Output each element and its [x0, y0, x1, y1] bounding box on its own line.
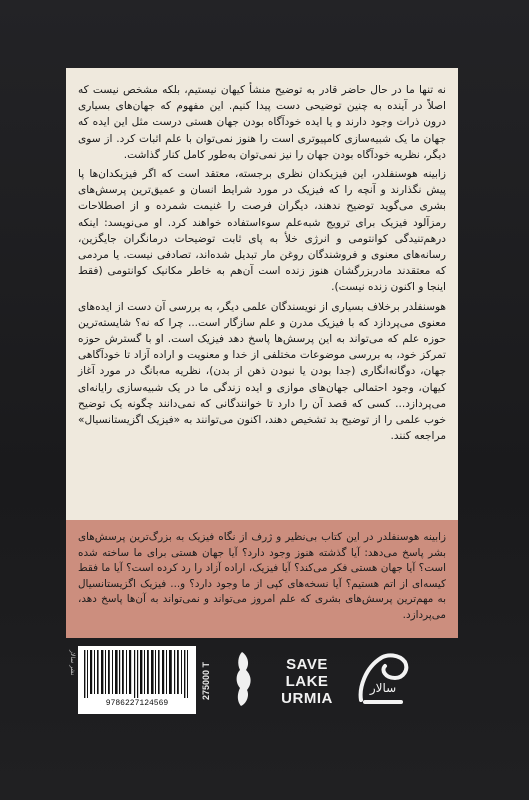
- blurb-text: زابینه هوسنفلدر در این کتاب بی‌نظیر و ژرف از نگاه فیزیک به بزرگ‌ترین پرسش‌های بشر پاسخ می‌دهد: آیا گذشته هنوز وجود دارد؟ آیا جهان هستی برای ما ساخته شده است؟ آیا جهان هستی فکر می‌کند؟ آیا فیزیک، اراده آزاد را رد کرده است؟ آیا ما فقط کیسه‌ای از اتم هستیم؟ آیا نسخه‌های کپی از ما وجود دارد؟ و... فیزیک اگزیستانسیال به مهم‌ترین پرسش‌های بشری که علم امروز می‌تواند و نمی‌تواند به آن‌ها پاسخ دهد، می‌پردازد.: [78, 531, 446, 621]
- price-label: 275000 T: [201, 661, 211, 701]
- save-lake-urmia: [262, 656, 352, 707]
- publisher-logo: [355, 648, 411, 708]
- barcode-box: [78, 646, 196, 714]
- save-label: SAVE: [286, 656, 328, 673]
- synopsis-panel: [66, 68, 458, 520]
- lake-urmia-label: LAKE URMIA: [281, 673, 333, 707]
- blurb-panel: [66, 520, 458, 638]
- logo-text: سالار: [369, 681, 397, 695]
- publisher-logo-icon: [355, 648, 411, 708]
- lake-map-icon: [232, 650, 256, 708]
- barcode-icon: [82, 650, 192, 698]
- publisher-vertical-label: نشر سالار: [69, 650, 76, 676]
- paragraph-3: هوسنفلدر برخلاف بسیاری از نویسندگان علمی دیگر، به بررسی آن دست از ایده‌های معنوی می‌پردازد که با فیزیک مدرن و علم سازگار است... چرا که نه؟ شایسته‌ترین حوزه علم که می‌تواند به این پرسش‌ها پاسخ دهد فیزیک است. او با گسترش حوزه تمرکز خود، به بررسی موضوعات مختلفی از خدا و معنویت و اراده آزاد تا خودآگاهی جهان، دوگانه‌انگاری (جدا بودن یا نبودن ذهن از بدن)، نظریه مه‌بانگ در مورد آغاز کیهان، وجود احتمالی جهان‌های موازی و ایده زندگی ما در یک شبیه‌سازی رایانه‌ای می‌پردازد... کسی که قصد آن را دارد تا خوانندگانی که نمی‌دانند چگونه یک توضیح خوب علمی را از توضیح بد تشخیص دهند، اکنون می‌توانند به «فیزیک اگزیستانسیال» مراجعه کنند.: [78, 300, 446, 443]
- paragraph-2: زابینه هوسنفلدر، این فیزیکدان نظری برجسته، معتقد است که اگر فیزیکدان‌ها پا پیش نگذارند و آنچه را که فیزیک در مورد شرایط انسان و عمیق‌ترین پرسش‌های بشری می‌گوید توضیح ندهند، دیگران فرصت را غنیمت شمرده و از اصطلاحات رمزآلود فیزیک برای ترویج شبه‌علم سوءاستفاده خواهند کرد. او می‌نویسد: اینکه درهم‌تنیدگی کوانتومی و انرژی خلأ به پای ثابت توضیحات درمانگران جایگزین، رسانه‌های معنوی و فروشندگان روغن مار تبدیل شده‌اند، تصادفی نیست. یا مردمی که معتقدند مادربزرگشان هنوز زنده است آن‌هم به خاطر مکانیک کوانتومی (فقط اینجا و اکنون زنده نیست).: [78, 168, 446, 294]
- isbn-number: 9786227124569: [105, 699, 169, 708]
- paragraph-1: نه تنها ما در حال حاضر قادر به توضیح منشأ کیهان نیستیم، بلکه مشخص نیست که اصلاً در آینده به چنین توضیحی دست پیدا کنیم. این مفهوم که جهان‌های بسیاری درون ذرات وجود دارند و یا ایده خودآگاه بودن جهان هستی درست مثل این ایده که جهان ما یک شبیه‌سازی کامپیوتری است را هنوز نمی‌توان با علم اثبات کرد. از سوی دیگر، نظریه خودآگاه بودن جهان را نیز نمی‌توان به‌طور کامل کنار گذاشت.: [78, 84, 446, 161]
